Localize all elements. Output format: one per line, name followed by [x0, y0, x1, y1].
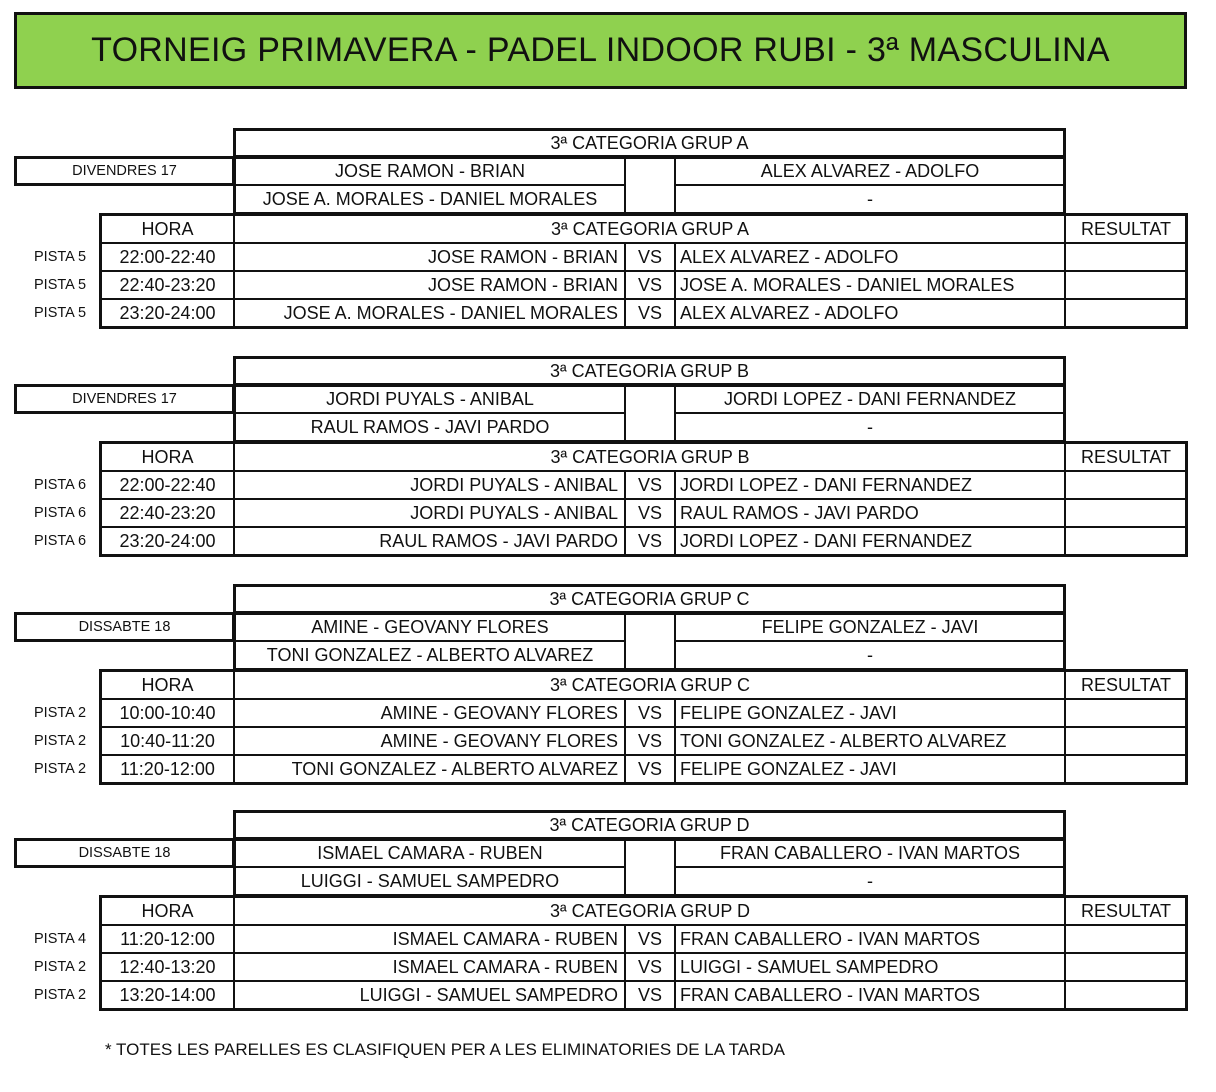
pair-right-1: FELIPE GONZALEZ - JAVI — [761, 616, 979, 637]
match-home: AMINE - GEOVANY FLORES — [380, 730, 618, 751]
group-d — [0, 810, 1216, 1010]
vs-label: VS — [637, 302, 662, 323]
match-home: TONI GONZALEZ - ALBERTO ALVAREZ — [291, 758, 618, 779]
group-name: 3ª CATEGORIA GRUP A — [550, 132, 749, 153]
vs-label: VS — [637, 928, 662, 949]
match-result — [1066, 299, 1186, 327]
vs-label: VS — [637, 530, 662, 551]
pair-left-1: ISMAEL CAMARA - RUBEN — [317, 842, 543, 863]
match-away: FELIPE GONZALEZ - JAVI — [680, 702, 897, 723]
group-name: 3ª CATEGORIA GRUP D — [549, 814, 750, 835]
match-home: JOSE RAMON - BRIAN — [427, 274, 618, 295]
match-home: LUIGGI - SAMUEL SAMPEDRO — [359, 984, 618, 1005]
hora-header: HORA — [141, 446, 194, 467]
divider — [233, 669, 235, 785]
match-home: JORDI PUYALS - ANIBAL — [410, 474, 618, 495]
vs-label: VS — [637, 246, 662, 267]
match-away: JORDI LOPEZ - DANI FERNANDEZ — [680, 474, 973, 495]
match-home: RAUL RAMOS - JAVI PARDO — [379, 530, 618, 551]
match-result — [1066, 271, 1186, 299]
group-name-header: 3ª CATEGORIA GRUP D — [549, 900, 751, 921]
match-home: JOSE A. MORALES - DANIEL MORALES — [283, 302, 618, 323]
divider — [233, 895, 235, 1011]
pair-left-2: RAUL RAMOS - JAVI PARDO — [310, 416, 550, 437]
pair-left-2: LUIGGI - SAMUEL SAMPEDRO — [300, 870, 560, 891]
hora-header: HORA — [141, 218, 194, 239]
court-label: PISTA 5 — [34, 305, 87, 321]
match-result — [1066, 499, 1186, 527]
match-result — [1066, 243, 1186, 271]
vs-label: VS — [637, 702, 662, 723]
match-time: 22:00-22:40 — [119, 474, 216, 495]
match-away: JORDI LOPEZ - DANI FERNANDEZ — [680, 530, 973, 551]
match-home: JORDI PUYALS - ANIBAL — [410, 502, 618, 523]
resultat-header: RESULTAT — [1080, 218, 1171, 239]
resultat-header: RESULTAT — [1080, 900, 1171, 921]
match-away: TONI GONZALEZ - ALBERTO ALVAREZ — [680, 730, 1007, 751]
match-time: 22:40-23:20 — [119, 274, 216, 295]
match-time: 22:40-23:20 — [119, 502, 216, 523]
pair-right-1: JORDI LOPEZ - DANI FERNANDEZ — [723, 388, 1017, 409]
match-result — [1066, 953, 1186, 981]
match-time: 23:20-24:00 — [119, 530, 216, 551]
pair-left-2: JOSE A. MORALES - DANIEL MORALES — [262, 188, 598, 209]
pair-left-1: AMINE - GEOVANY FLORES — [311, 616, 549, 637]
match-time: 11:20-12:00 — [120, 928, 215, 949]
match-result — [1066, 727, 1186, 755]
group-b — [0, 356, 1216, 556]
match-time: 23:20-24:00 — [119, 302, 216, 323]
match-result — [1066, 527, 1186, 555]
group-c — [0, 584, 1216, 784]
resultat-header: RESULTAT — [1080, 446, 1171, 467]
match-time: 10:40-11:20 — [120, 730, 215, 751]
match-time: 22:00-22:40 — [119, 246, 216, 267]
court-label: PISTA 5 — [34, 277, 87, 293]
match-result — [1066, 471, 1186, 499]
pair-left-2: TONI GONZALEZ - ALBERTO ALVAREZ — [266, 644, 594, 665]
vs-label: VS — [637, 474, 662, 495]
vs-label: VS — [637, 730, 662, 751]
court-label: PISTA 6 — [34, 533, 87, 549]
court-label: PISTA 6 — [34, 505, 87, 521]
court-label: PISTA 2 — [34, 705, 87, 721]
vs-label: VS — [637, 984, 662, 1005]
match-time: 13:20-14:00 — [119, 984, 216, 1005]
match-home: JOSE RAMON - BRIAN — [427, 246, 618, 267]
day-label: DISSABTE 18 — [78, 845, 171, 861]
match-away: LUIGGI - SAMUEL SAMPEDRO — [680, 956, 939, 977]
pair-right-1: FRAN CABALLERO - IVAN MARTOS — [719, 842, 1021, 863]
group-name-header: 3ª CATEGORIA GRUP A — [550, 218, 750, 239]
match-home: AMINE - GEOVANY FLORES — [380, 702, 618, 723]
court-label: PISTA 2 — [34, 761, 87, 777]
court-label: PISTA 6 — [34, 477, 87, 493]
court-label: PISTA 2 — [34, 733, 87, 749]
court-label: PISTA 2 — [34, 987, 87, 1003]
court-label: PISTA 4 — [34, 931, 87, 947]
vs-label: VS — [637, 758, 662, 779]
day-label: DIVENDRES 17 — [72, 163, 177, 179]
match-away: FRAN CABALLERO - IVAN MARTOS — [680, 928, 981, 949]
vs-label: VS — [637, 502, 662, 523]
group-name-header: 3ª CATEGORIA GRUP C — [549, 674, 751, 695]
match-result — [1066, 699, 1186, 727]
day-label: DISSABTE 18 — [78, 619, 171, 635]
footnote: * TOTES LES PARELLES ES CLASIFIQUEN PER A LES ELIMINATORIES DE LA TARDA — [105, 1040, 785, 1059]
group-name: 3ª CATEGORIA GRUP C — [549, 588, 750, 609]
match-home: ISMAEL CAMARA - RUBEN — [392, 956, 618, 977]
vs-label: VS — [637, 956, 662, 977]
pair-right-2: - — [867, 870, 873, 891]
match-time: 11:20-12:00 — [120, 758, 215, 779]
pair-left-1: JORDI PUYALS - ANIBAL — [326, 388, 534, 409]
match-time: 10:00-10:40 — [119, 702, 216, 723]
pair-right-2: - — [867, 644, 873, 665]
match-away: ALEX ALVAREZ - ADOLFO — [680, 302, 899, 323]
match-away: FRAN CABALLERO - IVAN MARTOS — [680, 984, 981, 1005]
group-name-header: 3ª CATEGORIA GRUP B — [550, 446, 750, 467]
match-away: ALEX ALVAREZ - ADOLFO — [680, 246, 899, 267]
page-title: TORNEIG PRIMAVERA - PADEL INDOOR RUBI - 3ª MASCULINA — [14, 12, 1187, 89]
hora-header: HORA — [141, 900, 194, 921]
match-home: ISMAEL CAMARA - RUBEN — [392, 928, 618, 949]
pair-right-1: ALEX ALVAREZ - ADOLFO — [760, 160, 980, 181]
divider — [233, 213, 235, 329]
hora-header: HORA — [141, 674, 194, 695]
pair-right-2: - — [867, 416, 873, 437]
day-label: DIVENDRES 17 — [72, 391, 177, 407]
pair-right-2: - — [867, 188, 873, 209]
match-result — [1066, 925, 1186, 953]
group-a — [0, 128, 1216, 328]
match-result — [1066, 981, 1186, 1009]
divider — [233, 441, 235, 557]
match-result — [1066, 755, 1186, 783]
match-time: 12:40-13:20 — [119, 956, 216, 977]
resultat-header: RESULTAT — [1080, 674, 1171, 695]
match-away: RAUL RAMOS - JAVI PARDO — [680, 502, 919, 523]
match-away: FELIPE GONZALEZ - JAVI — [680, 758, 897, 779]
vs-label: VS — [637, 274, 662, 295]
pair-left-1: JOSE RAMON - BRIAN — [334, 160, 526, 181]
match-away: JOSE A. MORALES - DANIEL MORALES — [680, 274, 1015, 295]
court-label: PISTA 2 — [34, 959, 87, 975]
court-label: PISTA 5 — [34, 249, 87, 265]
group-name: 3ª CATEGORIA GRUP B — [549, 360, 750, 381]
